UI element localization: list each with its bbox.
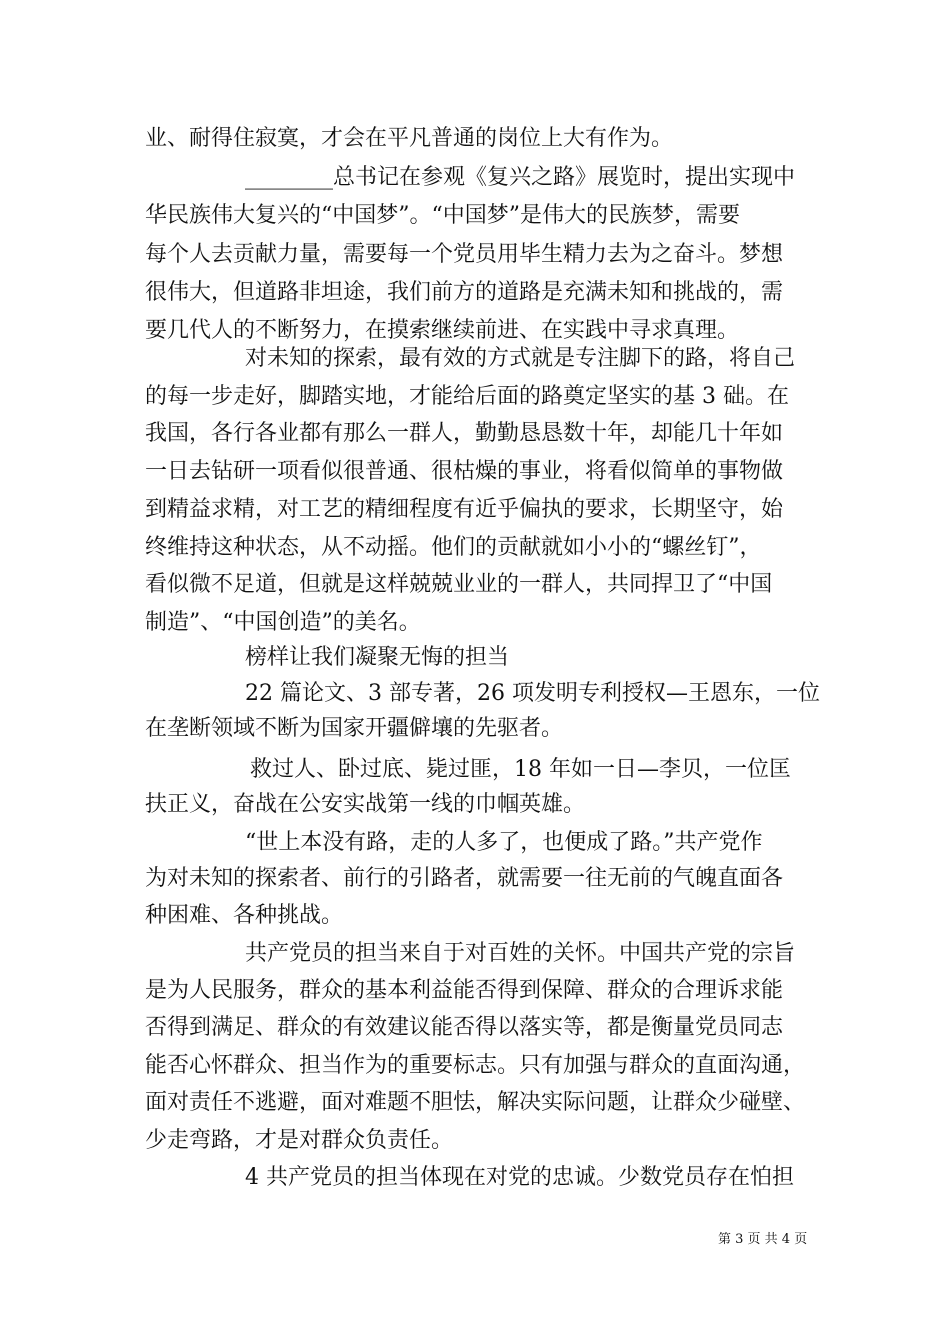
text-line: 对未知的探索，最有效的方式就是专注脚下的路，将自己: [245, 346, 796, 371]
text-line: 终维持这种状态，从不动摇。他们的贡献就如小小的“螺丝钉”，: [145, 535, 762, 560]
text-line: 看似微不足道，但就是这样兢兢业业的一群人，共同捍卫了“中国: [145, 572, 773, 597]
text-line: 华民族伟大复兴的“中国梦”。“中国梦”是伟大的民族梦，需要: [145, 203, 740, 228]
text-line: 很伟大，但道路非坦途，我们前方的道路是充满未知和挑战的，需: [145, 280, 784, 305]
text-line: 每个人去贡献力量，需要每一个党员用毕生精力去为之奋斗。梦想: [145, 242, 784, 267]
text-line: 的每一步走好，脚踏实地，才能给后面的路奠定坚实的基 3 础。在: [145, 384, 789, 409]
text-line: 4 共产党员的担当体现在对党的忠诚。少数党员存在怕担: [245, 1165, 794, 1190]
page-number-footer: 第 3 页 共 4 页: [718, 1232, 808, 1247]
text-line: 救过人、卧过底、毙过匪，18 年如一日—李贝，一位匡: [250, 757, 791, 782]
text-line: 少走弯路，才是对群众负责任。: [145, 1128, 454, 1153]
text-line: 制造”、“中国创造”的美名。: [145, 610, 421, 635]
text-line: 要几代人的不断努力，在摸索继续前进、在实践中寻求真理。: [145, 318, 740, 343]
text-line: 为对未知的探索者、前行的引路者，就需要一往无前的气魄直面各: [145, 866, 784, 891]
text-line: 扶正义，奋战在公安实战第一线的巾帼英雄。: [145, 792, 586, 817]
text-line: 在垄断领域不断为国家开疆僻壤的先驱者。: [145, 716, 564, 741]
text-line: 种困难、各种挑战。: [145, 903, 344, 928]
text-line: 22 篇论文、3 部专著，26 项发明专利授权—王恩东，一位: [245, 681, 820, 706]
text-line: 业、耐得住寂寞，才会在平凡普通的岗位上大有作为。: [145, 126, 674, 151]
section-heading: 榜样让我们凝聚无悔的担当: [245, 645, 510, 670]
text-line: 面对责任不逃避，面对难题不胆怯，解决实际问题，让群众少碰壁、: [145, 1090, 806, 1115]
text-line: ________总书记在参观《复兴之路》展览时，提出实现中: [245, 165, 796, 190]
text-line: 否得到满足、群众的有效建议能否得以落实等，都是衡量党员同志: [145, 1015, 784, 1040]
text-line: 共产党员的担当来自于对百姓的关怀。中国共产党的宗旨: [245, 941, 796, 966]
text-line: 能否心怀群众、担当作为的重要标志。只有加强与群众的直面沟通，: [145, 1053, 806, 1078]
text-line: 我国，各行各业都有那么一群人，勤勤恳恳数十年，却能几十年如: [145, 421, 784, 446]
text-line: 一日去钻研一项看似很普通、很枯燥的事业，将看似简单的事物做: [145, 459, 784, 484]
text-line: 是为人民服务，群众的基本利益能否得到保障、群众的合理诉求能: [145, 978, 784, 1003]
text-line: 到精益求精，对工艺的精细程度有近乎偏执的要求，长期坚守，始: [145, 497, 784, 522]
text-line: “世上本没有路，走的人多了，也便成了路。”共产党作: [245, 830, 763, 855]
